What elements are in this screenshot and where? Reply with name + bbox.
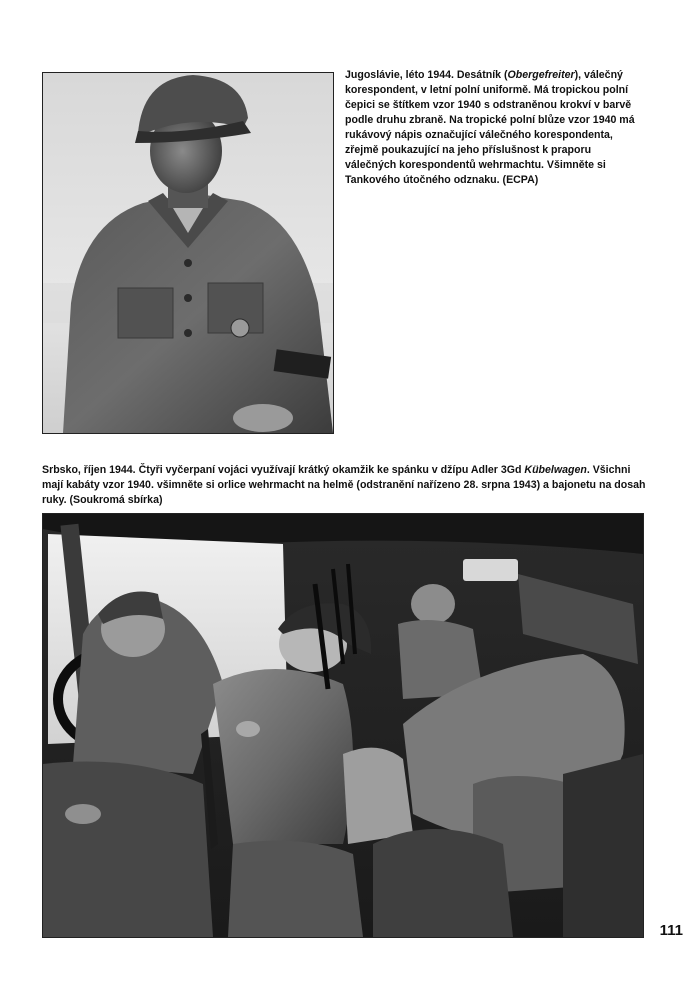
caption-top <box>345 68 645 188</box>
caption-top-pre: Jugoslávie, léto 1944. Desátník ( <box>345 69 508 81</box>
photo-soldier-portrait-image <box>43 73 333 433</box>
caption-top-post: ), válečný korespondent, v letní polní uniformě. Má tropickou polní čepici se štítkem vzor 1940 s odstraněnou krokví v barvě podle druhu zbraně. Na tropické polní blůze vzor 1940 má rukávový nápis označující válečného korespondenta, zřejmě poukazující na jeho příslušnost k praporu válečných korespondentů wehrmachtu. Všimněte si Tankového útočného odznaku. (ECPA) <box>345 69 635 186</box>
photo-sleeping-soldiers-image <box>43 514 643 937</box>
caption-bottom-pre: Srbsko, říjen 1944. Čtyři vyčerpaní vojáci využívají krátký okamžik ke spánku v džípu Adler 3Gd <box>42 464 525 476</box>
photo-sleeping-soldiers <box>42 513 644 938</box>
caption-bottom <box>42 463 652 508</box>
caption-bottom-post: . Všichni mají kabáty vzor 1940. všimněte si orlice wehrmacht na helmě (odstranění nařízeno 28. srpna 1943) a bajonetu na dosah ruky. (Soukromá sbírka) <box>42 464 646 506</box>
photo-soldier-portrait <box>42 72 334 434</box>
page-number: 111 <box>659 922 683 939</box>
caption-top-italic: Obergefreiter <box>507 69 575 81</box>
caption-bottom-italic: Kübelwagen <box>524 464 587 476</box>
